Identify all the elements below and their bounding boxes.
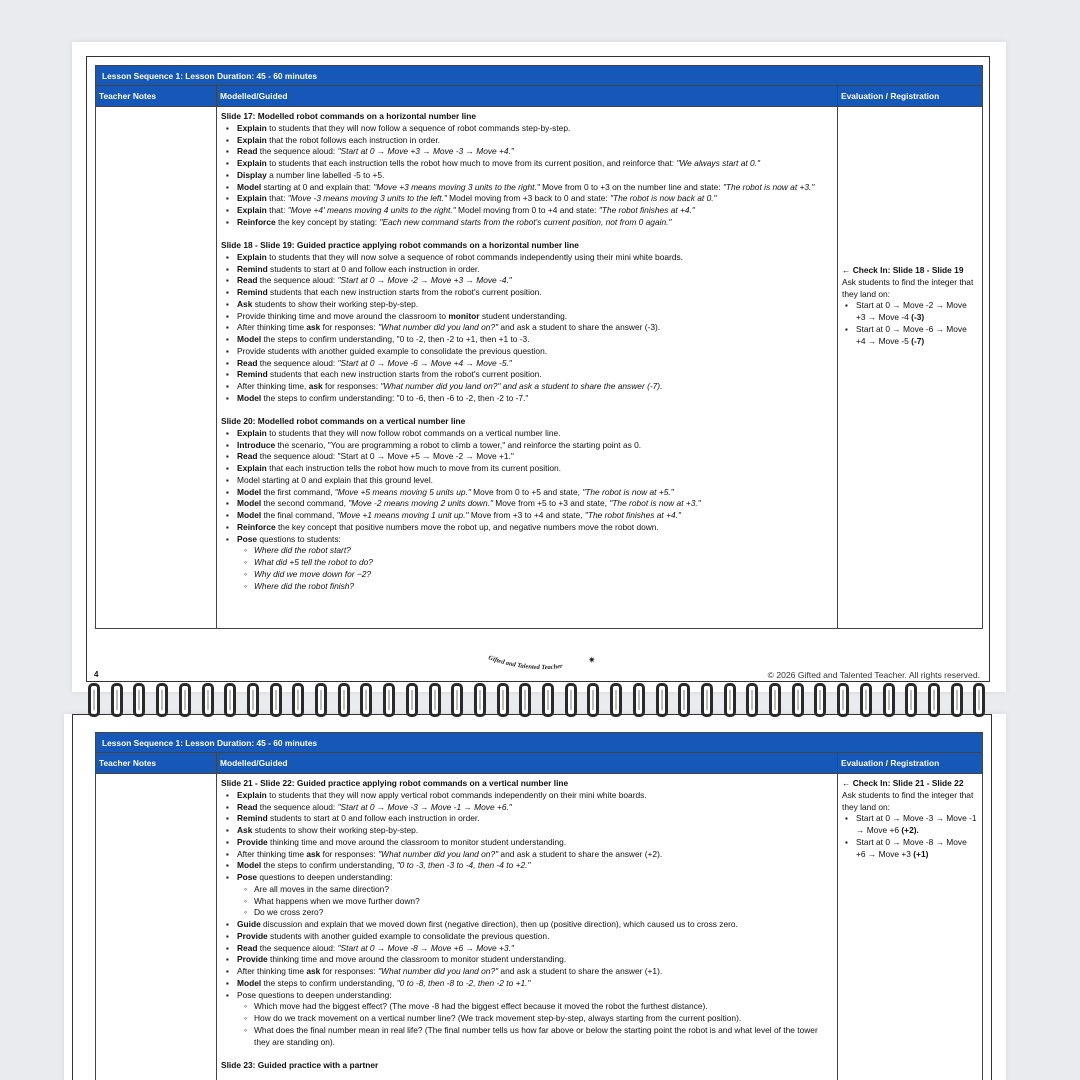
keyword: ask [306,966,321,976]
text: the scenario, "You are programming a robot to climb a tower," and reinforce the starting point as 0. [275,439,642,450]
keyword: Provide [237,954,268,965]
bottom-page [64,714,1006,1080]
sub-list-item: ◦ What happens when we move further down? [254,896,833,908]
text: students to show their working step-by-step. [252,825,419,835]
keyword: Model [237,334,262,344]
list-item [237,358,833,370]
keyword: Read [237,357,258,368]
list-item [237,146,833,158]
keyword: ask [308,381,323,391]
sub-list [237,1001,833,1048]
list-item [237,346,833,358]
list-item [237,123,833,135]
text: starting at 0 and explain that: [261,181,374,192]
text: the key concept that positive numbers move the robot up, and negative numbers move the robot down. [275,521,659,532]
list-item [237,264,833,276]
text: for responses: [322,381,381,391]
binding-ring [973,683,985,717]
quote: "What number did you land on?" [378,322,499,333]
text: Move from 0 to +3 on the number line and state: [539,181,723,192]
text: thinking time and move around the classroom to monitor student understanding. [267,954,567,965]
quote: "The robot is now at +5." [582,486,674,497]
keyword: Pose [237,533,258,544]
text: the sequence aloud: [257,275,338,286]
copyright: © 2026 Gifted and Talented Teacher. All rights reserved. [767,670,980,680]
quote: "Move +4' means moving 4 units to the right." [287,205,456,215]
check-in-item [856,837,978,861]
text: the steps to confirm understanding: "0 to -6, then -6 to -2, then -2 to -7." [261,392,529,403]
binding-ring [633,683,645,717]
binding-ring [542,683,554,717]
list-item [237,475,833,487]
text: students with another guided example to consolidate the previous question. [267,930,550,941]
keyword: Model [237,181,262,192]
teacher-notes-cell [96,107,217,629]
section-title: Slide 23: Guided practice with a partner [221,1059,379,1070]
text: students to start at 0 and follow each instruction in order. [267,813,480,824]
binding-ring [951,683,963,717]
section-title: Slide 20: Modelled robot commands on a vertical number line [221,416,466,426]
binding-ring [656,683,668,717]
col-teacher-notes: Teacher Notes [96,86,217,107]
quote: "We always start at 0." [676,158,760,168]
text: for responses: [320,322,379,333]
binding-ring [247,683,259,717]
col-modelled-guided: Modelled/Guided [217,86,838,107]
keyword: Model [237,977,262,988]
text: Start at 0 → Move -6 → Move +4 → Move -5 [856,323,967,346]
check-in-title: ← Check In: Slide 21 - Slide 22 [842,778,964,788]
text: that each instruction tells the robot how much to move from its current position. [266,463,561,473]
binding-ring [156,683,168,717]
sub-list-item: ◦ What did +5 tell the robot to do? [254,557,833,569]
list-item [237,299,833,311]
binding-ring [338,683,350,717]
section-slide-23 [221,1060,833,1072]
text: to students that they will now solve a sequence of robot commands independently using their mini white boards. [266,251,683,262]
lesson-table [95,732,983,1080]
list-item [237,837,833,849]
keyword: Read [237,942,258,953]
sub-list-item: ◦ Which move had the biggest effect? (The move -8 had the biggest effect because it moved the robot the furthest distance). [254,1001,833,1013]
text: and ask a student to share the answer (+2). [498,848,663,859]
list-item [237,322,833,334]
check-in-item [856,300,978,324]
keyword: Remind [237,287,268,297]
text: to students that each instruction tells the robot how much to move from its current position, and reinforce that: [266,158,677,168]
keyword: Guide [237,919,261,929]
keyword: Provide [237,836,268,847]
list-item [237,252,833,264]
keyword: Read [237,451,258,462]
quote: "Start at 0 → Move -3 → Move -1 → Move +6." [337,801,512,812]
lesson-sequence-title: Lesson Sequence 1: Lesson Duration: 45 - 60 minutes [96,66,983,86]
quote: "Move +1 means moving 1 unit up." [336,510,469,520]
list-item [237,170,833,182]
text: the sequence aloud: [257,801,338,812]
keyword: monitor [448,310,480,321]
quote: "Move -2 means moving 2 units down." [348,498,493,509]
list-item [237,510,833,522]
sub-list-item: ◦ Where did the robot start? [254,545,833,557]
binding-ring [292,683,304,717]
section-title: Slide 18 - Slide 19: Guided practice applying robot commands on a horizontal number line [221,240,579,250]
keyword: Display [237,169,267,180]
sub-list [237,545,833,592]
binding-ring [883,683,895,717]
check-in-item [856,324,978,348]
quote: "The robot is now at +3." [722,181,815,192]
keyword: Explain [237,427,267,438]
binding-ring [928,683,940,717]
text: Move from +5 to +3 and state, [492,498,610,509]
bullet-list [221,428,833,593]
binding-ring [724,683,736,717]
binding-ring [701,683,713,717]
quote: "The robot is now back at 0." [610,193,717,204]
sub-list-item: ◦ What does the final number mean in real life? (The final number tells us how far above or below the starting point the robot is and what level of the tower they are standing on). [254,1025,833,1049]
text: the first command, [261,486,335,497]
keyword: Pose [237,872,258,882]
list-item [237,463,833,475]
text: and ask a student to share the answer (-3). [498,322,661,333]
keyword: Explain [237,193,267,204]
text: questions to students: [257,533,341,544]
binding-ring [224,683,236,717]
text: for responses: [320,966,379,976]
section-title: Slide 17: Modelled robot commands on a horizontal number line [221,111,476,121]
quote: "Start at 0 → Move -8 → Move +6 → Move +3." [337,942,514,953]
keyword: Read [237,146,258,157]
list-item [237,534,833,593]
keyword: Reinforce [237,521,276,532]
text: Start at 0 → Move -8 → Move +6 → Move +3 [856,836,967,859]
bullet-list [221,123,833,229]
sub-list-item: ◦ Why did we move down for −2? [254,569,833,581]
binding-ring [565,683,577,717]
sub-list-item: ◦ Where did the robot finish? [254,581,833,593]
keyword: ask [306,848,321,859]
sub-list [237,884,833,919]
binding-ring [587,683,599,717]
binding-ring [451,683,463,717]
list-item [237,919,833,931]
check-in-list [842,300,978,347]
text: for responses: [320,848,379,859]
keyword: Introduce [237,439,276,450]
binding-ring [860,683,872,717]
col-evaluation: Evaluation / Registration [838,753,983,774]
evaluation-cell [838,107,983,629]
answer: (+2). [901,825,919,835]
list-item [237,334,833,346]
list-item [237,451,833,463]
quote: "Each new command starts from the robot's current position, not from 0 again." [379,216,672,227]
keyword: Explain [237,158,267,168]
section-slide-18-19 [221,240,833,405]
text: to students that they will now follow a sequence of robot commands step-by-step. [266,122,571,133]
text: the steps to confirm understanding, [261,860,397,871]
text: and ask a student to share the answer (+1). [498,966,663,976]
text: the sequence aloud: "Start at 0 → Move +5 → Move -2 → Move +1." [257,451,514,462]
list-item [237,311,833,323]
text: a number line labelled -5 to +5. [266,169,385,180]
quote: "Start at 0 → Move -6 → Move +4 → Move -5." [337,357,512,368]
text: After thinking time [237,322,307,333]
text: student understanding. [479,310,568,321]
text: students to start at 0 and follow each instruction in order. [267,263,480,274]
text: discussion and explain that we moved down first (negative direction), then up (positive direction), which caused us to cross zero. [260,919,738,929]
text: the steps to confirm understanding, "0 to -2, then -2 to +1, then +1 to -3. [261,334,530,344]
modelled-guided-cell [217,774,838,1080]
sub-list-item: ◦ Are all moves in the same direction? [254,884,833,896]
binding-ring [360,683,372,717]
check-in [842,778,978,860]
binding-ring [383,683,395,717]
bullet-list [221,790,833,919]
list-item [237,872,833,919]
binding-ring [792,683,804,717]
text: students to show their working step-by-step. [252,298,419,309]
section-slide-17 [221,111,833,229]
section-slide-20 [221,416,833,592]
evaluation-cell [838,774,983,1080]
list-item [237,954,833,966]
sub-list-item: ◦ Do we cross zero? [254,907,833,919]
quote: "Move +3 means moving 3 units to the right." [373,181,540,192]
list-item [237,990,833,1049]
text: After thinking time [237,848,307,859]
quote: "What number did you land on?" and ask a student to share the answer (-7). [380,381,663,391]
text: the sequence aloud: [257,146,338,157]
binding-ring [429,683,441,717]
binding-ring [133,683,145,717]
binding-ring [837,683,849,717]
keyword: Model [237,486,262,497]
list-item [237,428,833,440]
quote: "Move -3 means moving 3 units to the left." [287,193,447,204]
text: Provide thinking time and move around the classroom to [237,310,449,321]
text: students that each new instruction starts from the robot's current position. [267,369,542,380]
quote: "Start at 0 → Move -2 → Move +3 → Move -4." [337,275,512,286]
keyword: Read [237,801,258,812]
binding-ring [270,683,282,717]
quote: "The robot finishes at +4." [598,205,695,215]
keyword: Explain [237,251,267,262]
binding-ring [406,683,418,717]
text: Model moving from +3 back to 0 and state: [446,193,611,204]
keyword: Remind [237,369,268,380]
keyword: Remind [237,263,268,274]
keyword: Model [237,510,262,520]
text: Provide students with another guided example to consolidate the previous question. [237,345,548,356]
text: to students that they will now apply vertical robot commands independently on their mini white boards. [266,789,647,800]
list-item [237,381,833,393]
keyword: Ask [237,298,253,309]
answer: (-3) [911,312,925,322]
text: that the robot follows each instruction in order. [266,134,440,145]
top-page [72,42,1006,692]
star-icon: ✷ [588,655,596,665]
text: Model moving from 0 to +4 and state: [455,205,599,215]
check-in-intro: Ask students to find the integer that they land on: [842,789,974,812]
list-item [237,440,833,452]
list-item [237,849,833,861]
gifted-talented-logo [482,653,602,675]
keyword: Model [237,860,262,871]
text: questions to deepen understanding: [257,872,393,882]
keyword: Read [237,275,258,286]
quote: "0 to -3, then -3 to -4, then -4 to +2." [396,860,531,871]
quote: "The robot finishes at +4." [584,510,681,520]
list-item [237,393,833,405]
col-modelled-guided: Modelled/Guided [217,753,838,774]
quote: "Start at 0 → Move +3 → Move -3 → Move +4." [337,146,514,157]
keyword: Reinforce [237,216,276,227]
keyword: Model [237,392,262,403]
binding-ring [814,683,826,717]
check-in-title: ← Check In: Slide 18 - Slide 19 [842,265,964,275]
binding-ring [315,683,327,717]
list-item [237,802,833,814]
binding-ring [497,683,509,717]
svg-text:Gifted and Talented Teacher [487,654,563,671]
text: Move from 0 to +5 and state, [470,486,583,497]
text: Model starting at 0 and explain that this ground level. [237,474,434,485]
list-item [237,193,833,205]
answer: (+1) [913,848,929,859]
section-slide-21-22 [221,778,833,1048]
list-item [237,931,833,943]
keyword: Remind [237,813,268,824]
check-in-list [842,813,978,860]
list-item [237,825,833,837]
list-item [237,275,833,287]
binding-ring [111,683,123,717]
check-in-intro: Ask students to find the integer that they land on: [842,276,974,299]
list-item [237,943,833,955]
teacher-notes-cell [96,774,217,1080]
list-item [237,182,833,194]
list-item [237,487,833,499]
keyword: Explain [237,789,267,800]
list-item [237,966,833,978]
list-item [237,369,833,381]
text: Move from +3 to +4 and state, [468,510,585,520]
list-item [237,135,833,147]
text: thinking time and move around the classroom to monitor student understanding. [267,836,567,847]
keyword: Model [237,498,262,509]
keyword: ask [306,322,321,333]
binding-ring [179,683,191,717]
text: the final command, [261,510,337,520]
text: the steps to confirm understanding, [261,977,397,988]
text: to students that they will now follow robot commands on a vertical number line. [266,427,561,438]
text: that: [266,205,288,215]
text: that: [266,193,288,204]
list-item [237,287,833,299]
keyword: Ask [237,825,253,835]
page-number: 4 [94,670,99,679]
text: After thinking time [237,966,307,976]
list-item [237,860,833,872]
quote: "Move +5 means moving 5 units up." [334,486,471,497]
quote: "What number did you land on?" [378,966,499,976]
binding-ring [678,683,690,717]
keyword: Explain [237,134,267,145]
binding-ring [610,683,622,717]
list-item [237,205,833,217]
binding-ring [746,683,758,717]
binding-ring [769,683,781,717]
check-in-item [856,813,978,837]
modelled-guided-cell [217,107,838,629]
keyword: Explain [237,205,267,215]
text: Pose questions to deepen understanding: [237,989,392,1000]
binding-ring [88,683,100,717]
text: the second command, [261,498,349,509]
col-evaluation: Evaluation / Registration [838,86,983,107]
text: the sequence aloud: [257,942,338,953]
text: the key concept by stating: [275,216,380,227]
text: students that each new instruction starts from the robot's current position. [267,287,542,297]
bullet-list [221,252,833,405]
keyword: Explain [237,122,267,133]
lesson-sequence-title: Lesson Sequence 1: Lesson Duration: 45 - 60 minutes [96,733,983,753]
logo-text: Gifted and Talented Teacher [487,654,564,672]
bullet-list [221,919,833,1048]
quote: "0 to -8, then -8 to -2, then -2 to +1." [396,977,531,988]
check-in [842,265,978,347]
text: After thinking time, [237,381,309,391]
quote: "What number did you land on?" [378,848,499,859]
answer: (-7) [911,335,925,346]
binding-ring [202,683,214,717]
binding-ring [519,683,531,717]
spiral-binding [84,683,996,721]
keyword: Provide [237,930,268,941]
text: Start at 0 → Move -3 → Move -1 → Move +6 [856,813,977,835]
text: Start at 0 → Move -2 → Move +3 → Move -4 [856,300,967,322]
binding-ring [474,683,486,717]
list-item [237,158,833,170]
keyword: Explain [237,463,267,473]
list-item [237,498,833,510]
list-item [237,978,833,990]
col-teacher-notes: Teacher Notes [96,753,217,774]
binding-ring [905,683,917,717]
lesson-table [95,65,983,629]
quote: "The robot is now at +3." [609,498,701,509]
list-item [237,522,833,534]
list-item [237,790,833,802]
list-item [237,217,833,229]
sub-list-item: ◦ How do we track movement on a vertical number line? (We track movement step-by-step, always starting from the current position). [254,1013,833,1025]
text: the sequence aloud: [257,357,338,368]
section-title: Slide 21 - Slide 22: Guided practice applying robot commands on a vertical number line [221,778,569,788]
list-item [237,813,833,825]
